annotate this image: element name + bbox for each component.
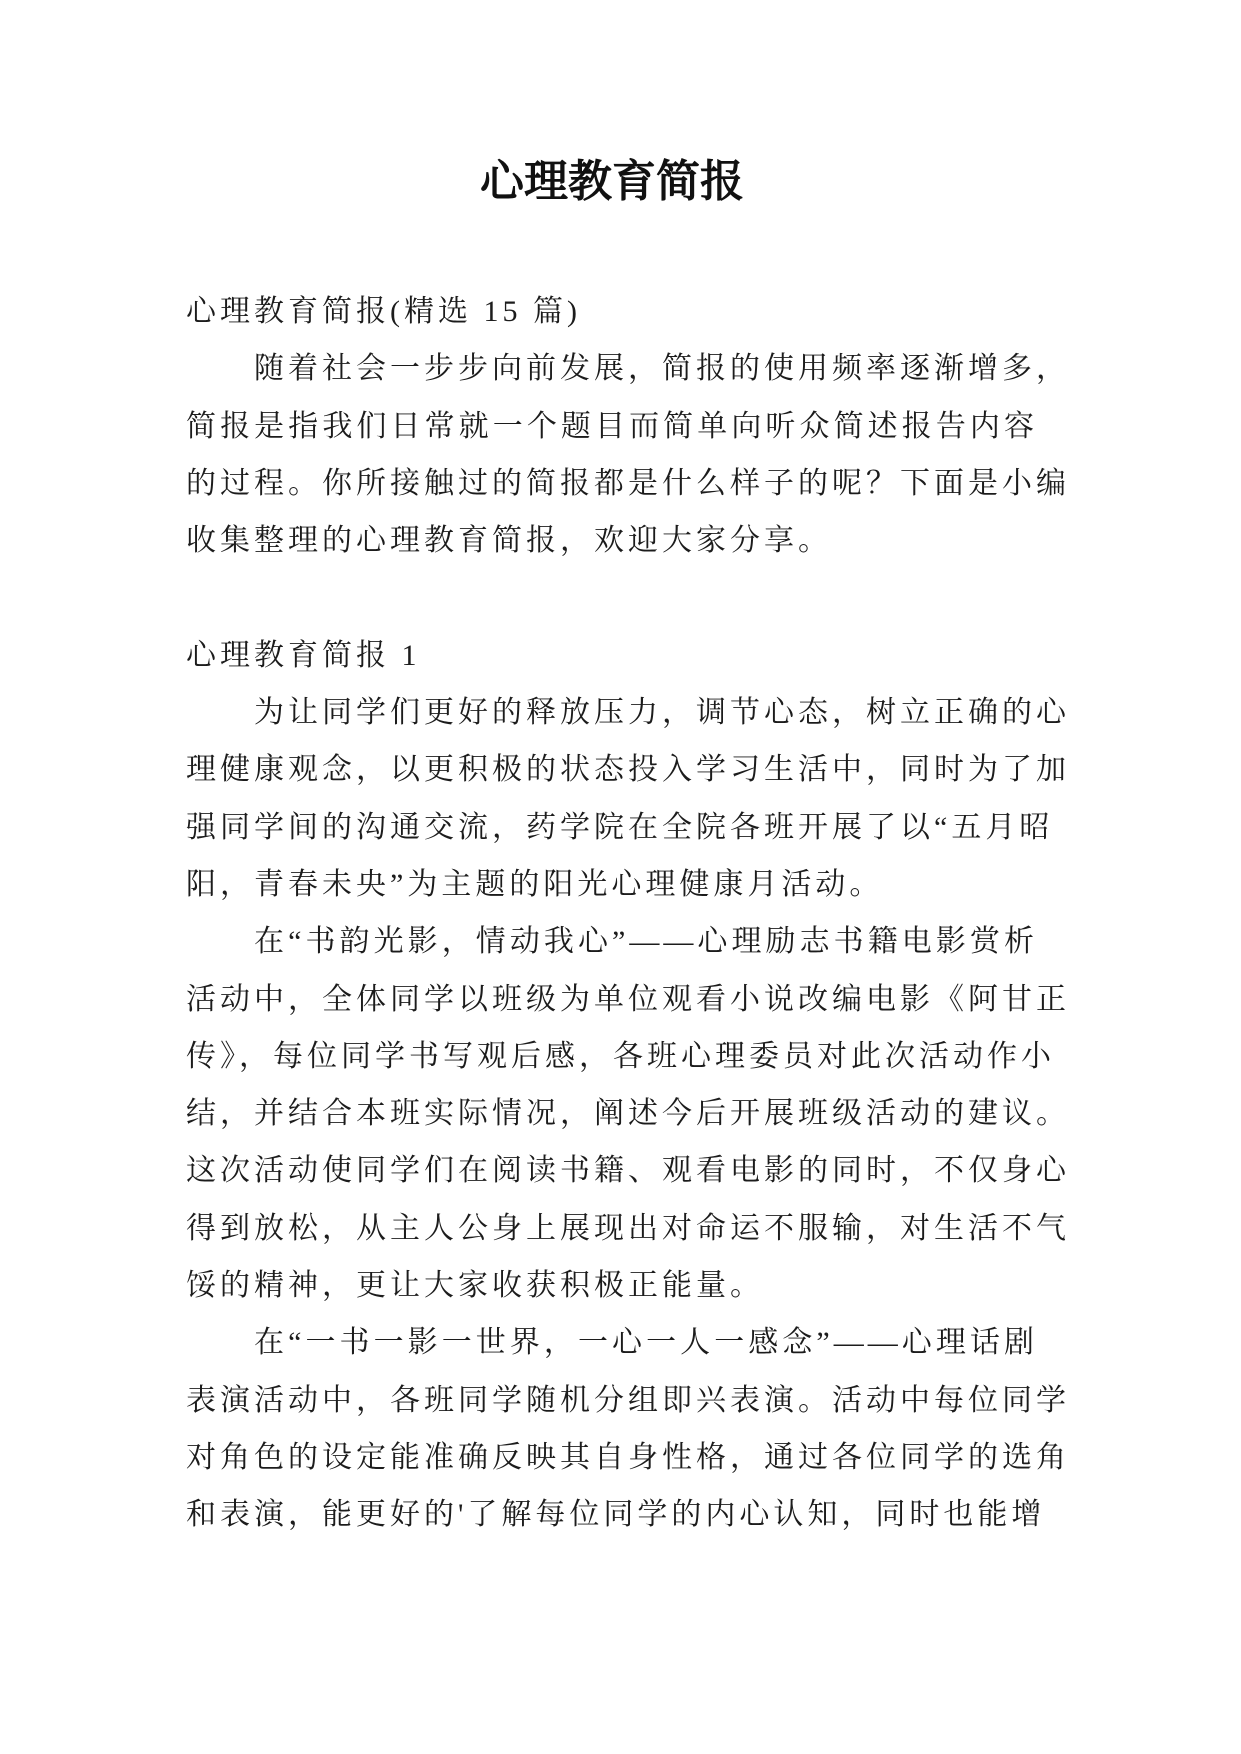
- document-subtitle: 心理教育简报(精选 15 篇): [186, 295, 581, 328]
- text-line: 传》，每位同学书写观后感，各班心理委员对此次活动作小: [186, 1039, 1055, 1073]
- text-line: 的过程。你所接触过的简报都是什么样子的呢？下面是小编: [186, 466, 1070, 500]
- section-paragraph: [186, 684, 1070, 913]
- text-line: 得到放松，从主人公身上展现出对命运不服输，对生活不气: [186, 1211, 1070, 1245]
- text-line: 强同学间的沟通交流，药学院在全院各班开展了以“五月昭: [186, 810, 1054, 844]
- text-line: 随着社会一步步向前发展，简报的使用频率逐渐增多，: [254, 352, 1070, 386]
- blank-line: [186, 569, 1038, 626]
- section-paragraph: [186, 913, 1070, 1314]
- text-line: 结，并结合本班实际情况，阐述今后开展班级活动的建议。: [186, 1097, 1070, 1131]
- text-line: 活动中，全体同学以班级为单位观看小说改编电影《阿甘正: [186, 982, 1070, 1016]
- text-line: 收集整理的心理教育简报，欢迎大家分享。: [186, 524, 832, 558]
- document-body: [186, 283, 1070, 1544]
- document-title: 心理教育简报: [480, 157, 744, 206]
- text-line: 理健康观念，以更积极的状态投入学习生活中，同时为了加: [186, 753, 1070, 787]
- text-line: 对角色的设定能准确反映其自身性格，通过各位同学的选角: [186, 1440, 1070, 1474]
- text-line: 和表演，能更好的'了解每位同学的内心认知，同时也能增: [186, 1498, 1046, 1532]
- intro-paragraph: [186, 340, 1070, 569]
- text-line: 在“一书一影一世界，一心一人一感念”——心理话剧: [254, 1326, 1038, 1360]
- section-heading: 心理教育简报 1: [186, 638, 421, 672]
- text-line: 在“书韵光影，情动我心”——心理励志书籍电影赏析: [254, 925, 1038, 959]
- text-line: 为让同学们更好的释放压力，调节心态，树立正确的心: [254, 696, 1070, 730]
- text-line: 简报是指我们日常就一个题目而简单向听众简述报告内容: [186, 409, 1038, 443]
- text-line: 阳，青春未央”为主题的阳光心理健康月活动。: [186, 867, 884, 901]
- section-paragraph: [186, 1314, 1070, 1543]
- text-line: 这次活动使同学们在阅读书籍、观看电影的同时，不仅身心: [186, 1154, 1070, 1188]
- text-line: 馁的精神，更让大家收获积极正能量。: [186, 1269, 764, 1303]
- text-line: 表演活动中，各班同学随机分组即兴表演。活动中每位同学: [186, 1383, 1070, 1417]
